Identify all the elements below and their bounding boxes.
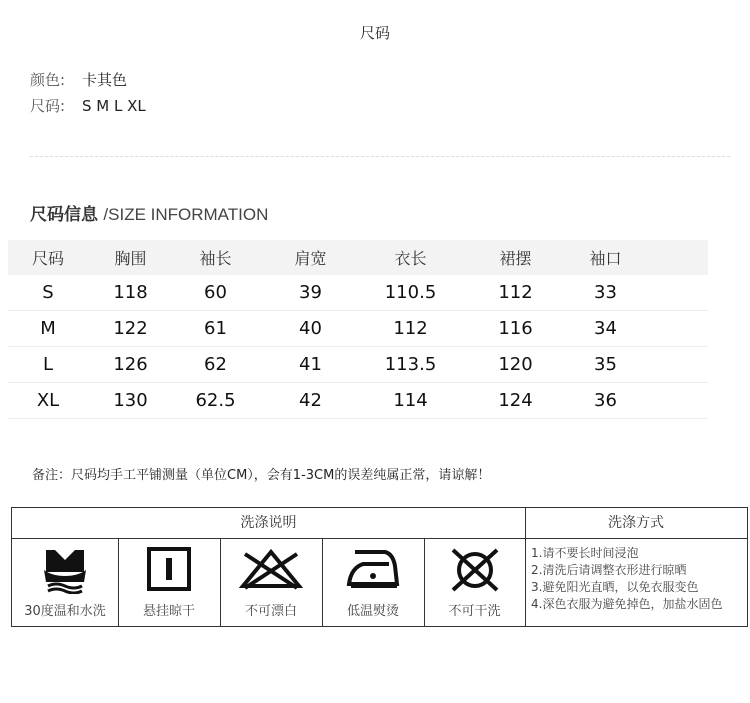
hang-dry-icon — [146, 546, 192, 592]
no-dry-clean-icon — [447, 546, 503, 594]
size-label: 尺码: — [30, 97, 66, 115]
table-cell: 116 — [458, 311, 573, 347]
care-item — [12, 538, 118, 627]
measurement-note: 备注：尺码均手工平铺测量（单位CM），会有1-3CM的误差纯属正常，请谅解！ — [32, 468, 491, 483]
divider — [30, 156, 730, 157]
column-header: 袖长 — [173, 240, 258, 275]
size-section-title-cn: 尺码信息 — [30, 205, 98, 225]
care-label: 不可漂白 — [244, 604, 297, 619]
wash-instructions-header: 洗涤说明 — [12, 508, 525, 539]
list-item: 1.请不要长时间浸泡 — [531, 546, 639, 560]
list-item: 4.深色衣服为避免掉色，加盐水固色 — [531, 597, 723, 611]
table-cell: 33 — [573, 275, 638, 311]
column-header: 尺码 — [8, 240, 88, 275]
care-item — [424, 538, 525, 627]
column-header: 裙摆 — [458, 240, 573, 275]
page-title: 尺码 — [359, 24, 390, 42]
table-cell: 36 — [573, 383, 638, 419]
table-cell: XL — [8, 383, 88, 419]
table-cell: 120 — [458, 347, 573, 383]
table-row — [8, 275, 708, 311]
table-cell: 62.5 — [173, 383, 258, 419]
table-cell: 122 — [88, 311, 173, 347]
table-cell: 39 — [258, 275, 363, 311]
care-item — [322, 538, 424, 627]
color-value: 卡其色 — [82, 71, 128, 89]
size-section-title-en: /SIZE INFORMATION — [103, 205, 269, 224]
table-cell: 112 — [363, 311, 458, 347]
table-cell: 60 — [173, 275, 258, 311]
column-header: 胸围 — [88, 240, 173, 275]
column-header: 衣长 — [363, 240, 458, 275]
size-value: S M L XL — [82, 97, 146, 115]
column-header: 袖口 — [573, 240, 638, 275]
list-item: 3.避免阳光直晒，以免衣服变色 — [531, 580, 699, 594]
table-cell: 41 — [258, 347, 363, 383]
low-iron-icon — [345, 546, 401, 592]
table-cell: S — [8, 275, 88, 311]
wash-care-table — [11, 507, 748, 627]
size-section-title — [30, 200, 268, 225]
table-cell: 62 — [173, 347, 258, 383]
list-item: 2.清洗后请调整衣形进行晾晒 — [531, 563, 687, 577]
table-cell: M — [8, 311, 88, 347]
table-cell: 126 — [88, 347, 173, 383]
table-row — [8, 311, 708, 347]
care-item — [220, 538, 322, 627]
table-cell: 112 — [458, 275, 573, 311]
no-bleach-icon — [239, 546, 303, 594]
column-header: 肩宽 — [258, 240, 363, 275]
size-table — [8, 240, 708, 419]
color-label: 颜色: — [30, 71, 66, 89]
size-table-header — [8, 240, 708, 275]
table-cell: L — [8, 347, 88, 383]
wash-30-icon — [40, 546, 90, 594]
care-label: 30度温和水洗 — [24, 604, 106, 619]
table-cell: 118 — [88, 275, 173, 311]
table-cell: 35 — [573, 347, 638, 383]
table-cell: 61 — [173, 311, 258, 347]
care-item — [118, 538, 220, 627]
size-attribute — [30, 95, 146, 116]
table-cell: 34 — [573, 311, 638, 347]
wash-method-list — [531, 545, 747, 613]
table-cell: 110.5 — [363, 275, 458, 311]
table-cell: 42 — [258, 383, 363, 419]
table-cell: 130 — [88, 383, 173, 419]
care-label: 悬挂晾干 — [142, 604, 195, 619]
table-cell: 124 — [458, 383, 573, 419]
table-row — [8, 347, 708, 383]
wash-method-header: 洗涤方式 — [525, 508, 747, 539]
care-label: 不可干洗 — [448, 604, 501, 619]
table-cell: 40 — [258, 311, 363, 347]
table-row — [8, 383, 708, 419]
table-cell: 113.5 — [363, 347, 458, 383]
table-cell: 114 — [363, 383, 458, 419]
color-attribute — [30, 69, 127, 90]
care-label: 低温熨烫 — [346, 604, 399, 619]
